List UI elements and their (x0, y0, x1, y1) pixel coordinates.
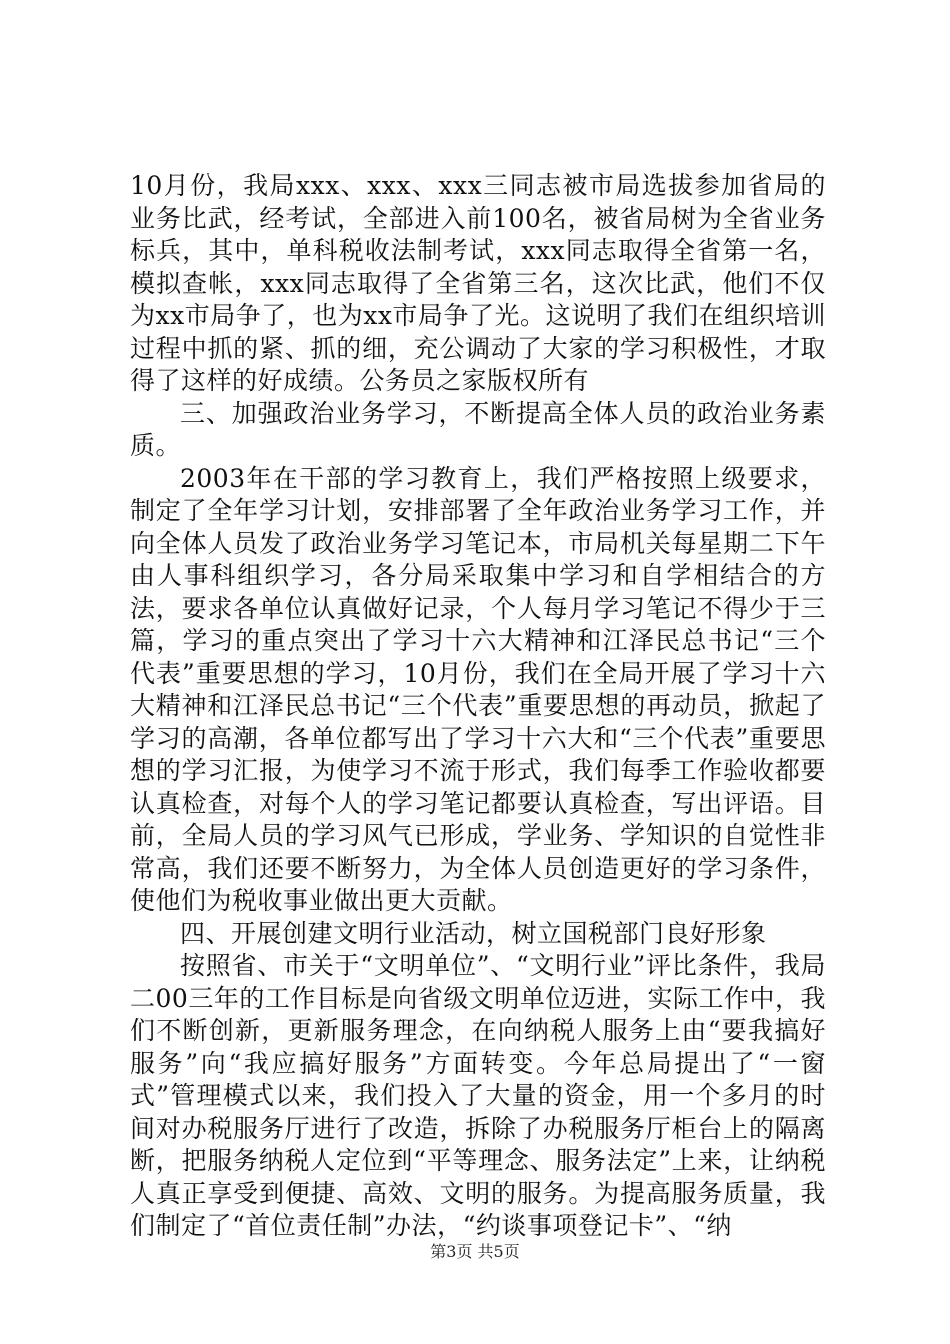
paragraph-continuation: 10月份，我局xxx、xxx、xxx三同志被市局选拔参加省局的业务比武，经考试，全部进入前100名，被省局树为全省业务标兵，其中，单科税收法制考试，xxx同志取得全省第一名，模拟查帐，xxx同志取得了全省第三名，这次比武，他们不仅为xx市局争了，也为xx市局争了光。这说明了我们在组织培训过程中抓的紧、抓的细，充公调动了大家的学习积极性，才取得了这样的好成绩。公务员之家版权所有 (130, 171, 826, 395)
paragraph-study: 2003年在干部的学习教育上，我们严格按照上级要求，制定了全年学习计划，安排部署了全年政治业务学习工作，并向全体人员发了政治业务学习笔记本，市局机关每星期二下午由人事科组织学习，各分局采取集中学习和自学相结合的方法，要求各单位认真做好记录，个人每月学习笔记不得少于三篇，学习的重点突出了学习十六大精神和江泽民总书记“三个代表”重要思想的学习，10月份，我们在全局开展了学习十六大精神和江泽民总书记“三个代表”重要思想的再动员，掀起了学习的高潮，各单位都写出了学习十六大和“三个代表”重要思想的学习汇报，为使学习不流于形式，我们每季工作验收都要认真检查，对每个人的学习笔记都要认真检查，写出评语。目前，全局人员的学习风气已形成，学业务、学知识的自觉性非常高，我们还要不断努力，为全体人员创造更好的学习条件，使他们为税收事业做出更大贡献。 (130, 463, 826, 915)
paragraph-civilization: 按照省、市关于“文明单位”、“文明行业”评比条件，我局二00三年的工作目标是向省级文明单位迈进，实际工作中，我们不断创新，更新服务理念，在向纳税人服务上由“要我搞好服务”向“我应搞好服务”方面转变。今年总局提出了“一窗式”管理模式以来，我们投入了大量的资金，用一个多月的时间对办税服务厅进行了改造，拆除了办税服务厅柜台上的隔离断，把服务纳税人定位到“平等理念、服务法定”上来，让纳税人真正享受到便捷、高效、文明的服务。为提高服务质量，我们制定了“首位责任制”办法，“约谈事项登记卡”、“纳 (130, 951, 826, 1240)
document-body (130, 170, 826, 1243)
page-number: 第3页 共5页 (430, 1242, 520, 1261)
section-heading-4: 四、开展创建文明行业活动，树立国税部门良好形象 (180, 918, 767, 948)
section-heading-3: 三、加强政治业务学习，不断提高全体人员的政治业务素质。 (130, 398, 826, 460)
